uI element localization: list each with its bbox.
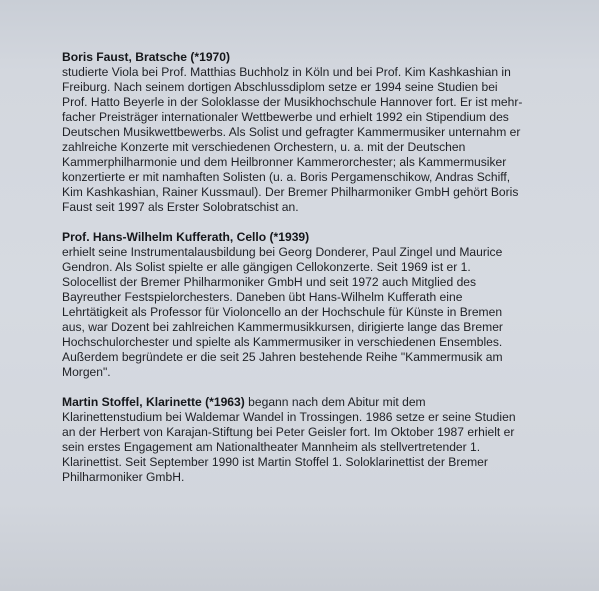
- bio-first-line: [62, 395, 572, 410]
- bio-line: Gendron. Als Solist spielte er alle gängigen Cellokonzerte. Seit 1969 ist er 1.: [62, 260, 471, 274]
- bio-heading: Martin Stoffel, Klarinette (*1963): [62, 395, 245, 409]
- page-content: [62, 50, 572, 485]
- bio-line: Deutschen Musikwettbewerbs. Als Solist und gefragter Kammermusiker unternahm er: [62, 125, 521, 139]
- bio-line: Klarinettist. Seit September 1990 ist Martin Stoffel 1. Soloklarinettist der Bremer: [62, 455, 488, 469]
- bio-line: Solocellist der Bremer Philharmoniker GmbH und seit 1972 auch Mitglied des: [62, 275, 477, 289]
- bio-heading: Prof. Hans-Wilhelm Kufferath, Cello (*1939): [62, 230, 310, 244]
- bio-line: sein erstes Engagement am Nationaltheater Mannheim als stellvertretender 1.: [62, 440, 481, 454]
- bio-line: Klarinettenstudium bei Waldemar Wandel in Trossingen. 1986 setze er seine Studien: [62, 410, 516, 424]
- bio-line: Außerdem begründete er die seit 25 Jahren bestehende Reihe "Kammermusik am: [62, 350, 503, 364]
- bio-heading: Boris Faust, Bratsche (*1970): [62, 50, 231, 64]
- bio-line: Hochschulorchester und spielte als Kammermusiker in verschiedenen Ensembles.: [62, 335, 503, 349]
- bio-line: konzertierte er mit namhaften Solisten (u. a. Boris Pergamenschikow, Andras Schiff,: [62, 170, 511, 184]
- bio-line: Freiburg. Nach seinem dortigen Abschlussdiplom setze er 1994 seine Studien bei: [62, 80, 498, 94]
- bio-first-line-text: begann nach dem Abitur mit dem: [244, 395, 426, 409]
- bio-line: Philharmoniker GmbH.: [62, 470, 185, 484]
- bio-line: facher Preisträger internationaler Wettbewerbe und erhielt 1992 ein Stipendium des: [62, 110, 509, 124]
- bio-line: zahlreiche Konzerte mit verschiedenen Orchestern, u. a. mit der Deutschen: [62, 140, 466, 154]
- bio-line: Prof. Hatto Beyerle in der Soloklasse der Musikhochschule Hannover fort. Er ist mehr-: [62, 95, 523, 109]
- bio-line: Bayreuther Festspielorchesters. Daneben übt Hans-Wilhelm Kufferath eine: [62, 290, 463, 304]
- bio-line: Faust seit 1997 als Erster Solobratschist an.: [62, 200, 299, 214]
- bio-martin-stoffel: [62, 395, 572, 485]
- bio-line: Morgen".: [62, 365, 111, 379]
- bio-line: erhielt seine Instrumentalausbildung bei Georg Donderer, Paul Zingel und Maurice: [62, 245, 503, 259]
- bio-boris-faust: [62, 50, 572, 215]
- bio-hans-wilhelm-kufferath: [62, 230, 572, 380]
- bio-line: Kammerphilharmonie und dem Heilbronner Kammerorchester; als Kammermusiker: [62, 155, 507, 169]
- bio-line: an der Herbert von Karajan-Stiftung bei Peter Geisler fort. Im Oktober 1987 erhielt er: [62, 425, 515, 439]
- bio-line: Lehrtätigkeit als Professor für Violoncello an der Hochschule für Künste in Bremen: [62, 305, 503, 319]
- bio-line: studierte Viola bei Prof. Matthias Buchholz in Köln und bei Prof. Kim Kashkashian in: [62, 65, 511, 79]
- bio-line: Kim Kashkashian, Rainer Kussmaul). Der Bremer Philharmoniker GmbH gehört Boris: [62, 185, 519, 199]
- bio-line: aus, war Dozent bei zahlreichen Kammermusikkursen, dirigierte lange das Bremer: [62, 320, 503, 334]
